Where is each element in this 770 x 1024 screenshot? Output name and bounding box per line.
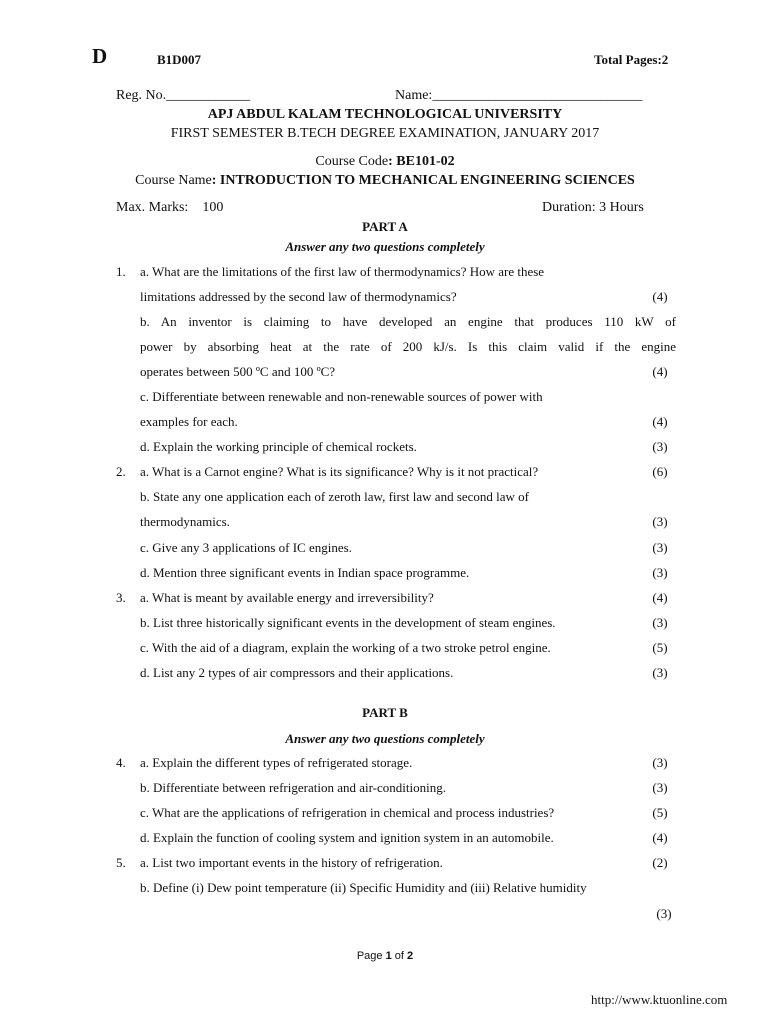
question-number: 4. bbox=[116, 755, 126, 770]
q2d-marks: (3) bbox=[652, 565, 668, 580]
q1b-marks: (4) bbox=[652, 364, 668, 379]
course-code-label: Course Code bbox=[315, 154, 389, 169]
q4b-line1: b. Differentiate between refrigeration and air-conditioning. bbox=[140, 780, 446, 795]
q4d-marks: (4) bbox=[652, 830, 668, 845]
q2c-line1: c. Give any 3 applications of IC engines. bbox=[140, 540, 352, 555]
q2b-line1: b. State any one application each of zeroth law, first law and second law of bbox=[140, 489, 530, 504]
q2a-marks: (6) bbox=[652, 464, 668, 479]
q5a-marks: (2) bbox=[652, 855, 668, 870]
q3c-marks: (5) bbox=[652, 640, 668, 655]
q2d-line1: d. Mention three significant events in Indian space programme. bbox=[140, 565, 470, 580]
course-code bbox=[0, 154, 770, 170]
q1d-marks: (3) bbox=[652, 439, 668, 454]
q4b-marks: (3) bbox=[652, 780, 668, 795]
name-field: Name:______________________________ bbox=[395, 88, 643, 103]
q2b-marks: (3) bbox=[652, 514, 668, 529]
part-b-instruction: Answer any two questions completely bbox=[285, 731, 485, 746]
part-b-heading: PART B bbox=[362, 705, 408, 720]
q1b-line1: b. An inventor is claiming to have developed an engine that produces 110 kW of bbox=[140, 314, 676, 329]
q4c-line1: c. What are the applications of refrigeration in chemical and process industries? bbox=[140, 805, 555, 820]
course-code-value: : BE101-02 bbox=[388, 154, 455, 169]
q3c-line1: c. With the aid of a diagram, explain the working of a two stroke petrol engine. bbox=[140, 640, 551, 655]
q1b-line3: operates between 500 ºC and 100 ºC? bbox=[140, 364, 336, 379]
q1a-marks: (4) bbox=[652, 289, 668, 304]
page-current: 1 bbox=[385, 950, 392, 962]
q3a-marks: (4) bbox=[652, 590, 668, 605]
page-number bbox=[0, 950, 770, 962]
q2c-marks: (3) bbox=[652, 540, 668, 555]
q4c-marks: (5) bbox=[652, 805, 668, 820]
part-a-instruction: Answer any two questions completely bbox=[285, 239, 485, 254]
q3d-line1: d. List any 2 types of air compressors and their applications. bbox=[140, 665, 454, 680]
q3b-marks: (3) bbox=[652, 615, 668, 630]
q5a-line1: a. List two important events in the history of refrigeration. bbox=[140, 855, 443, 870]
course-name bbox=[0, 173, 770, 189]
question-number: 5. bbox=[116, 855, 126, 870]
q2a-line1: a. What is a Carnot engine? What is its significance? Why is it not practical? bbox=[140, 464, 539, 479]
reg-no-field: Reg. No.____________ bbox=[116, 88, 251, 103]
q2b-line2: thermodynamics. bbox=[140, 514, 230, 529]
course-name-value: : INTRODUCTION TO MECHANICAL ENGINEERING SCIENCES bbox=[211, 173, 635, 188]
q3d-marks: (3) bbox=[652, 665, 668, 680]
part-a-heading: PART A bbox=[362, 219, 408, 234]
duration: Duration: 3 Hours bbox=[542, 200, 644, 215]
q5b-marks: (3) bbox=[656, 906, 672, 921]
q1c-marks: (4) bbox=[652, 414, 668, 429]
paper-code: B1D007 bbox=[157, 52, 202, 67]
question-number: 1. bbox=[116, 264, 126, 279]
q4a-marks: (3) bbox=[652, 755, 668, 770]
question-number: 2. bbox=[116, 464, 126, 479]
question-number: 3. bbox=[116, 590, 126, 605]
source-url-link[interactable]: http://www.ktuonline.com bbox=[591, 992, 728, 1007]
q1a-line1: a. What are the limitations of the first law of thermodynamics? How are these bbox=[140, 264, 545, 279]
q5b-line1: b. Define (i) Dew point temperature (ii) Specific Humidity and (iii) Relative humidity bbox=[140, 880, 587, 895]
max-marks: Max. Marks: 100 bbox=[116, 200, 224, 215]
university-name: APJ ABDUL KALAM TECHNOLOGICAL UNIVERSITY bbox=[207, 107, 563, 122]
exam-title: FIRST SEMESTER B.TECH DEGREE EXAMINATION, JANUARY 2017 bbox=[170, 126, 600, 141]
q1c-line2: examples for each. bbox=[140, 414, 238, 429]
q4d-line1: d. Explain the function of cooling system and ignition system in an automobile. bbox=[140, 830, 554, 845]
total-pages: Total Pages:2 bbox=[594, 52, 669, 67]
course-name-label: Course Name bbox=[135, 173, 212, 188]
series-letter: D bbox=[92, 44, 108, 68]
page-mid: of bbox=[391, 950, 408, 962]
q3b-line1: b. List three historically significant events in the development of steam engines. bbox=[140, 615, 556, 630]
q3a-line1: a. What is meant by available energy and irreversibility? bbox=[140, 590, 434, 605]
q4a-line1: a. Explain the different types of refrigerated storage. bbox=[140, 755, 413, 770]
page-total: 2 bbox=[407, 950, 414, 962]
q1d-line1: d. Explain the working principle of chemical rockets. bbox=[140, 439, 417, 454]
q1a-line2: limitations addressed by the second law of thermodynamics? bbox=[140, 289, 457, 304]
q1c-line1: c. Differentiate between renewable and non-renewable sources of power with bbox=[140, 389, 543, 404]
page-prefix: Page bbox=[356, 950, 386, 962]
q1b-line2: power by absorbing heat at the rate of 200 kJ/s. Is this claim valid if the engine bbox=[140, 339, 676, 354]
